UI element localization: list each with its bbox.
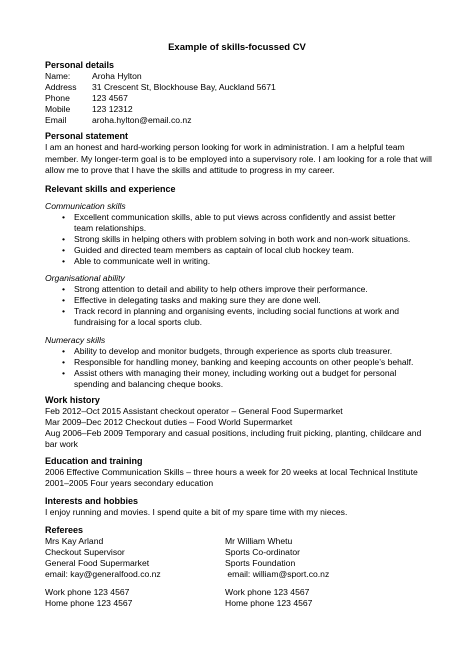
referee-2-work-phone: Work phone 123 4567 — [225, 587, 310, 597]
document-title: Example of skills-focussed CV — [168, 42, 306, 53]
work-line: Mar 2009–Dec 2012 Checkout duties – Food World Supermarket — [45, 417, 293, 427]
organisational-ability-title: Organisational ability — [45, 273, 125, 283]
referee-1-home-phone: Home phone 123 4567 — [45, 598, 133, 608]
referee-2-name: Mr William Whetu — [225, 536, 293, 546]
referee-1-name: Mrs Kay Arland — [45, 536, 104, 546]
referee-2-role: Sports Co-ordinator — [225, 547, 300, 557]
mobile-value: 123 12312 — [92, 104, 133, 114]
skills-heading: Relevant skills and experience — [45, 184, 176, 194]
work-line: Feb 2012–Oct 2015 Assistant checkout operator – General Food Supermarket — [45, 406, 343, 416]
communication-skills-title: Communication skills — [45, 201, 126, 211]
personal-details-heading: Personal details — [45, 60, 115, 70]
cv-document: Example of skills-focussed CV Personal details Name: Aroha Hylton Address 31 Crescent St, Blockhouse Bay, Auckland 5671 Phone 123 4567 Mobile 123 12312 Email aroha.hylton@email.co.nz Personal statement I am an honest and hard-working person looking for work in administration. I am a helpful team member. My longer-term goal is to be employed into a supervisory role. I am looking for a role that will allow me to prove that I have the skills and attitude to progress in my career. Relevant skills and experience Communication skills • Excellent communication skills, able to put views across confidently and assist better team relationships. • Strong skills in helping others with problem solving in both work and non-work situations. • Guided and directed team members as captain of local club hockey team. • Able to communicate well in writing. Organisational ability • Strong attention to detail and ability to help others improve their performance. • Effective in delegating tasks and making sure they are done well. • Track record in planning and organising events, including social functions at work and fundraising for a local sports club. Numeracy skills • Ability to develop and monitor budgets, through experience as sports club treasurer. • Responsible for handling money, banking and keeping accounts on other people’s behalf. • Assist others with managing their money, including working out a budget for personal spending and balancing cheque books. Work history Feb 2012–Oct 2015 Assistant checkout operator – General Food Supermarket Mar 2009–Dec 2012 Checkout duties – Food World Supermarket Aug 2006–Feb 2009 Temporary and casual positions, including fruit picking, planting, childcare and bar work Education and training 2006 Effective Communication Skills – three hours a week for 20 weeks at local Technical Institute 2001–2005 Four years secondary education Interests and hobbies I enjoy running and movies. I spend quite a bit of my spare time with my nieces. Referees Mrs Kay Arland Checkout Supervisor General Food Supermarket email: kay@generalfood.co.nz Work phone 123 4567 Home phone 123 4567 Mr William Whetu Sports Co-ordinator Sports Foundation email: william@sport.co.nz Work phone 123 4567 Home phone 123 4567 — [0, 0, 474, 670]
referee-1-email: email: kay@generalfood.co.nz — [45, 569, 161, 579]
mobile-label: Mobile — [45, 104, 71, 114]
name-label: Name: — [45, 71, 71, 81]
work-history-heading: Work history — [45, 395, 100, 405]
address-value: 31 Crescent St, Blockhouse Bay, Auckland 5671 — [92, 82, 276, 92]
numeracy-skills-title: Numeracy skills — [45, 335, 106, 345]
interests-heading: Interests and hobbies — [45, 496, 139, 506]
education-line: 2006 Effective Communication Skills – three hours a week for 20 weeks at local Technical Institute — [45, 467, 418, 477]
referee-2-organisation: Sports Foundation — [225, 558, 296, 568]
email-label: Email — [45, 115, 67, 125]
email-value: aroha.hylton@email.co.nz — [92, 115, 192, 125]
education-heading: Education and training — [45, 456, 143, 466]
referee-2-email: email: william@sport.co.nz — [225, 569, 330, 579]
education-line: 2001–2005 Four years secondary education — [45, 478, 214, 488]
referees-heading: Referees — [45, 525, 84, 535]
referee-1-role: Checkout Supervisor — [45, 547, 125, 557]
work-line: Aug 2006–Feb 2009 Temporary and casual positions, including fruit picking, planting, childcare and bar work — [45, 428, 422, 449]
referee-1-work-phone: Work phone 123 4567 — [45, 587, 130, 597]
personal-statement-heading: Personal statement — [45, 131, 129, 141]
interests-text: I enjoy running and movies. I spend quite a bit of my spare time with my nieces. — [45, 507, 348, 517]
referee-2-home-phone: Home phone 123 4567 — [225, 598, 313, 608]
referee-1-organisation: General Food Supermarket — [45, 558, 150, 568]
personal-statement-text: I am an honest and hard-working person looking for work in administration. I am a helpful team member. My longer-term goal is to be employed into a supervisory role. I am looking for a role that will allow me to prove that I have the skills and attitude to progress in my career. — [45, 142, 432, 175]
phone-label: Phone — [45, 93, 70, 103]
name-value: Aroha Hylton — [92, 71, 142, 81]
phone-value: 123 4567 — [92, 93, 128, 103]
address-label: Address — [45, 82, 77, 92]
